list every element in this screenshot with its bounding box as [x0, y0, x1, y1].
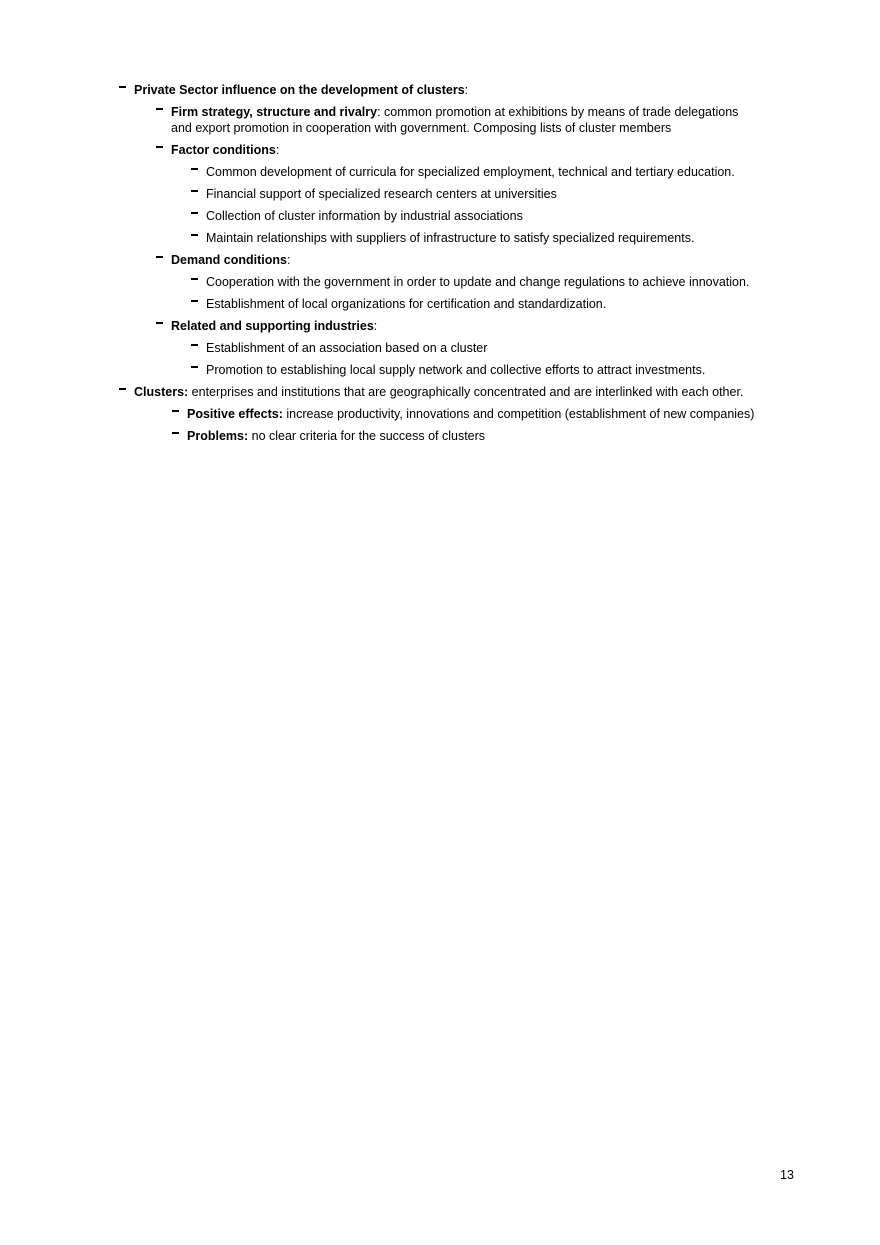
list-item	[0, 142, 880, 158]
list-item	[0, 252, 880, 268]
item-text	[171, 252, 290, 268]
page-number: 13	[780, 1168, 794, 1182]
bullet-dash-icon	[156, 146, 163, 148]
bullet-dash-icon	[191, 278, 198, 280]
item-text-rest: : common promotion at exhibitions by means of trade delegations	[377, 105, 739, 119]
item-text-rest: increase productivity, innovations and competition (establishment of new companies)	[282, 407, 755, 421]
item-text-rest: no clear criteria for the success of clusters	[248, 429, 486, 443]
list-item	[0, 208, 880, 224]
bullet-dash-icon	[191, 344, 198, 346]
item-text	[206, 362, 705, 378]
list-item	[0, 340, 880, 356]
item-text-bold: Private Sector influence on the development of clusters	[134, 83, 465, 97]
item-text	[187, 428, 485, 444]
list-item	[0, 384, 880, 400]
item-text	[206, 296, 606, 312]
list-item	[0, 164, 880, 180]
item-text	[171, 318, 377, 334]
bullet-dash-icon	[172, 410, 179, 412]
item-text	[171, 104, 738, 136]
item-text	[206, 340, 487, 356]
bullet-dash-icon	[156, 108, 163, 110]
item-text-bold: Demand conditions	[171, 253, 287, 267]
item-text	[206, 274, 749, 290]
item-text-rest: :	[275, 143, 280, 157]
item-text-rest: Establishment of an association based on a cluster	[206, 341, 488, 355]
item-text-rest: Collection of cluster information by industrial associations	[206, 209, 523, 223]
bullet-dash-icon	[119, 86, 126, 88]
bullet-outline	[0, 82, 880, 450]
item-text-rest-line2: and export promotion in cooperation with government. Composing lists of cluster members	[171, 121, 672, 135]
item-text	[206, 230, 694, 246]
item-text-rest: Cooperation with the government in order to update and change regulations to achieve innovation.	[206, 275, 750, 289]
list-item	[0, 318, 880, 334]
item-text	[134, 384, 743, 400]
list-item	[0, 296, 880, 312]
bullet-dash-icon	[191, 234, 198, 236]
bullet-dash-icon	[191, 190, 198, 192]
item-text	[206, 164, 735, 180]
bullet-dash-icon	[191, 366, 198, 368]
bullet-dash-icon	[156, 256, 163, 258]
item-text-rest: :	[286, 253, 291, 267]
item-text-bold: Positive effects:	[187, 407, 283, 421]
item-text-rest: :	[373, 319, 378, 333]
item-text-rest: Financial support of specialized research centers at universities	[206, 187, 557, 201]
bullet-dash-icon	[119, 388, 126, 390]
item-text-rest: Establishment of local organizations for certification and standardization.	[206, 297, 607, 311]
item-text-rest: Promotion to establishing local supply network and collective efforts to attract investments.	[206, 363, 706, 377]
item-text-rest: :	[464, 83, 469, 97]
item-text	[206, 186, 557, 202]
list-item	[0, 104, 880, 136]
list-item	[0, 428, 880, 444]
bullet-dash-icon	[191, 212, 198, 214]
bullet-dash-icon	[191, 168, 198, 170]
item-text	[206, 208, 523, 224]
item-text-rest: Maintain relationships with suppliers of infrastructure to satisfy specialized requirements.	[206, 231, 695, 245]
item-text	[187, 406, 754, 422]
item-text-bold: Firm strategy, structure and rivalry	[171, 105, 378, 119]
bullet-dash-icon	[191, 300, 198, 302]
item-text	[171, 142, 279, 158]
list-item	[0, 186, 880, 202]
item-text-bold: Clusters:	[134, 385, 189, 399]
item-text-bold: Related and supporting industries	[171, 319, 374, 333]
item-text-bold: Problems:	[187, 429, 249, 443]
bullet-dash-icon	[172, 432, 179, 434]
item-text-rest: enterprises and institutions that are geographically concentrated and are interlinked with each other.	[188, 385, 744, 399]
item-text	[134, 82, 468, 98]
list-item	[0, 362, 880, 378]
list-item	[0, 82, 880, 98]
item-text-bold: Factor conditions	[171, 143, 276, 157]
list-item	[0, 230, 880, 246]
bullet-dash-icon	[156, 322, 163, 324]
list-item	[0, 406, 880, 422]
list-item	[0, 274, 880, 290]
item-text-rest: Common development of curricula for specialized employment, technical and tertiary education.	[206, 165, 735, 179]
